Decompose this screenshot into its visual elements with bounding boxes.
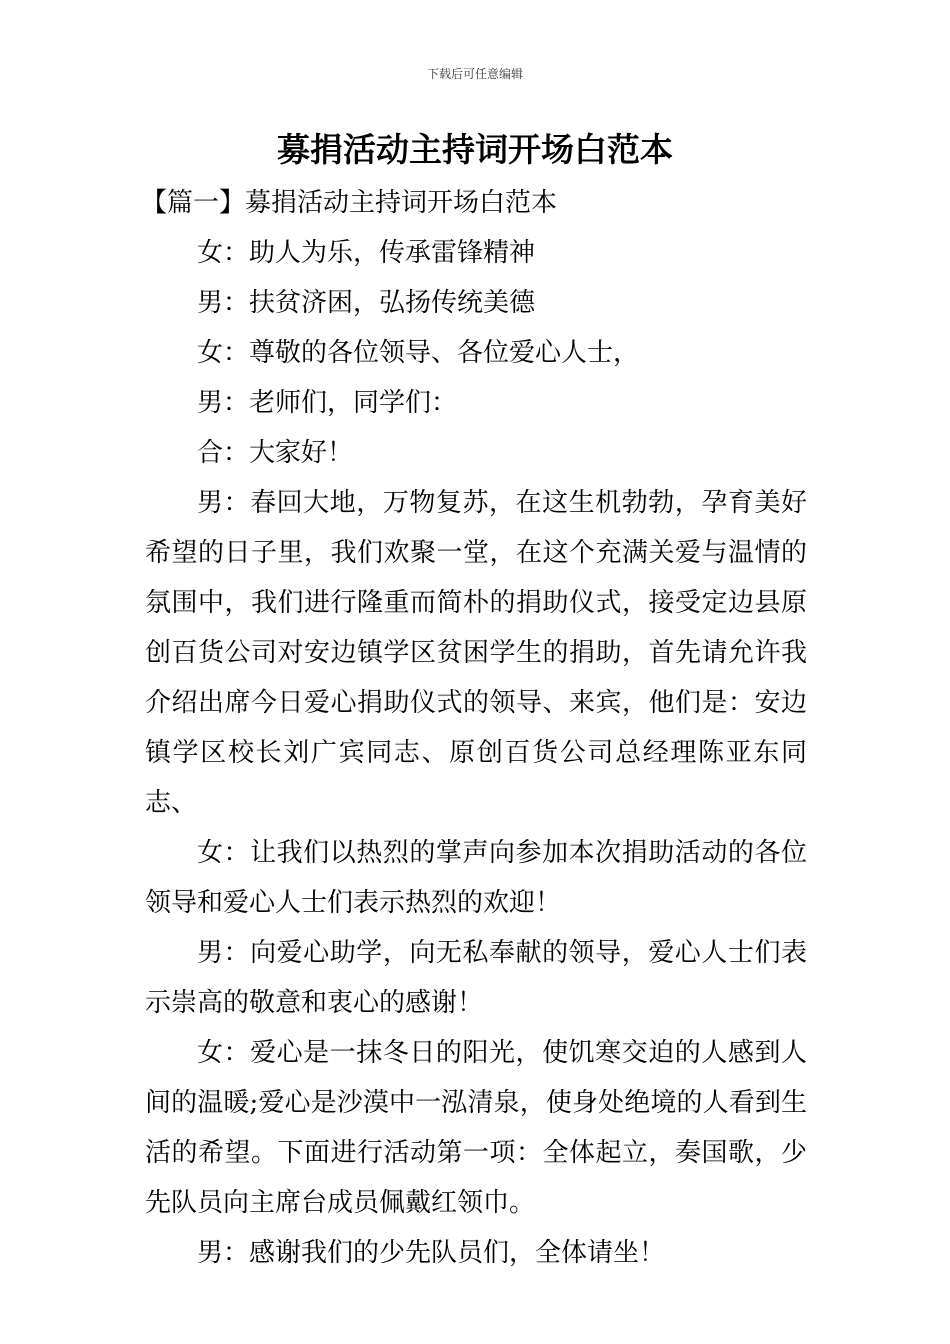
document-title: 募捐活动主持词开场白范本 xyxy=(277,130,673,169)
section-heading: 【篇一】募捐活动主持词开场白范本 xyxy=(141,188,558,218)
paragraph: 男：感谢我们的少先队员们，全体请坐！ xyxy=(197,1238,666,1268)
paragraph: 合：大家好！ xyxy=(197,438,354,468)
paragraph: 男：老师们，同学们： xyxy=(197,388,458,418)
paragraph: 男：春回大地，万物复苏，在这生机勃勃，孕育美好希望的日子里，我们欢聚一堂，在这个充满关爱与温情的氛围中，我们进行隆重而简朴的捐助仪式，接受定边县原创百货公司对安边镇学区贫困学生的捐助，首先请允许我介绍出席今日爱心捐助仪式的领导、来宾，他们是：安边镇学区校长刘广宾同志、原创百货公司总经理陈亚东同志、 xyxy=(145,488,807,818)
paragraph: 女：让我们以热烈的掌声向参加本次捐助活动的各位领导和爱心人士们表示热烈的欢迎！ xyxy=(145,838,807,918)
paragraph: 女：尊敬的各位领导、各位爱心人士， xyxy=(197,338,640,368)
document-body xyxy=(141,178,807,1278)
paragraph: 男：扶贫济困，弘扬传统美德 xyxy=(197,288,536,318)
paragraph: 女：助人为乐，传承雷锋精神 xyxy=(197,238,536,268)
paragraph: 女：爱心是一抹冬日的阳光，使饥寒交迫的人感到人间的温暖;爱心是沙漠中一泓清泉，使身处绝境的人看到生活的希望。下面进行活动第一项：全体起立，奏国歌，少先队员向主席台成员佩戴红领巾。 xyxy=(145,1038,807,1218)
paragraph: 男：向爱心助学，向无私奉献的领导，爱心人士们表示崇高的敬意和衷心的感谢！ xyxy=(145,938,807,1018)
header-note: 下载后可任意编辑 xyxy=(426,67,523,81)
